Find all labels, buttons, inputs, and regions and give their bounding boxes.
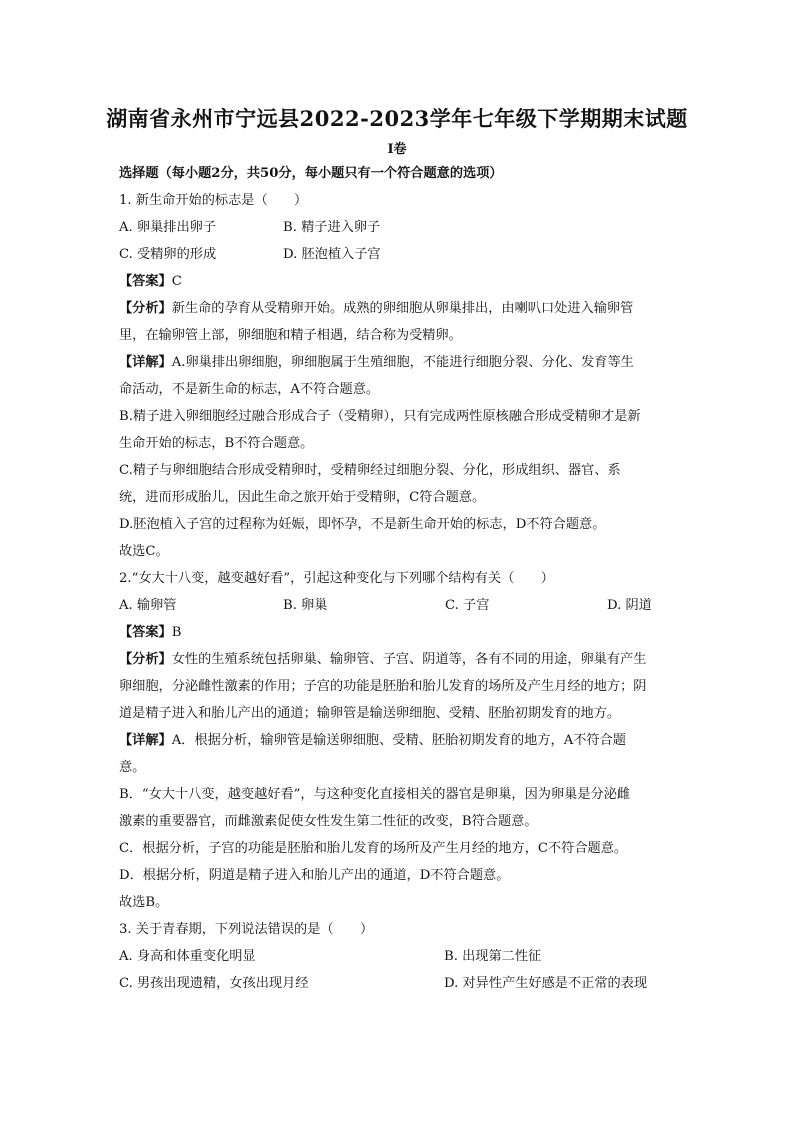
question-1 bbox=[119, 187, 679, 565]
option-c: C. 男孩出现遗精，女孩出现月经 bbox=[119, 976, 309, 991]
detail-line bbox=[119, 727, 679, 754]
analysis-line bbox=[119, 295, 679, 322]
option-a: A. 卵巢排出卵子 bbox=[119, 220, 217, 235]
detail-text: D.胚泡植入子宫的过程称为妊娠，即怀孕，不是新生命开始的标志，D不符合题意。 bbox=[119, 517, 606, 532]
question-3 bbox=[119, 916, 679, 997]
analysis-text: 卵细胞，分泌雌性激素的作用；子宫的功能是胚胎和胎儿发育的场所及产生月经的地方；阴 bbox=[119, 679, 647, 694]
conclusion-text: 故选C。 bbox=[119, 544, 169, 559]
answer-value: C bbox=[171, 274, 182, 289]
option-b: B. 精子进入卵子 bbox=[283, 220, 381, 235]
option-a: A. 输卵管 bbox=[119, 598, 177, 613]
document-content bbox=[119, 160, 679, 997]
option-b: B. 出现第二性征 bbox=[444, 949, 542, 964]
option-row bbox=[119, 214, 679, 241]
question-stem: 2.“女大十八变，越变越好看”，引起这种变化与下列哪个结构有关（ ） bbox=[119, 571, 554, 586]
option-row bbox=[119, 241, 679, 268]
answer-line bbox=[119, 619, 679, 646]
detail-line bbox=[119, 349, 679, 376]
option-b: B. 卵巢 bbox=[283, 598, 328, 613]
analysis-text: 道是精子进入和胎儿产出的通道；输卵管是输送卵细胞、受精、胚胎初期发育的地方。 bbox=[119, 706, 621, 721]
option-row bbox=[119, 943, 679, 970]
option-d: D. 阴道 bbox=[607, 598, 652, 613]
detail-text: D．根据分析，阴道是精子进入和胎儿产出的通道，D不符合题意。 bbox=[119, 868, 510, 883]
detail-text: A.卵巢排出卵细胞，卵细胞属于生殖细胞，不能进行细胞分裂、分化、发育等生 bbox=[171, 355, 634, 370]
option-row bbox=[119, 592, 679, 619]
answer-value: B bbox=[171, 625, 182, 640]
detail-tag: 【详解】 bbox=[119, 355, 172, 370]
detail-text: 生命开始的标志，B不符合题意。 bbox=[119, 436, 314, 451]
detail-text: 意。 bbox=[119, 760, 146, 775]
document-subtitle: I卷 bbox=[387, 142, 407, 157]
analysis-tag: 【分析】 bbox=[119, 652, 172, 667]
option-c: C. 受精卵的形成 bbox=[119, 247, 217, 262]
option-d: D. 胚泡植入子宫 bbox=[283, 247, 381, 262]
detail-text: B.精子进入卵细胞经过融合形成合子（受精卵），只有完成两性原核融合形成受精卵才是新 bbox=[119, 409, 641, 424]
detail-text: 激素的重要器官，而雌激素促使女性发生第二性征的改变，B符合题意。 bbox=[119, 814, 538, 829]
question-stem: 1. 新生命开始的标志是（ ） bbox=[119, 193, 308, 208]
detail-text: 命活动，不是新生命的标志，A不符合题意。 bbox=[119, 382, 380, 397]
question-stem: 3. 关于青春期，下列说法错误的是（ ） bbox=[119, 922, 374, 937]
detail-tag: 【详解】 bbox=[119, 733, 172, 748]
question-2 bbox=[119, 565, 679, 916]
answer-line bbox=[119, 268, 679, 295]
answer-tag: 【答案】 bbox=[119, 274, 172, 289]
detail-text: C．根据分析，子宫的功能是胚胎和胎儿发育的场所及产生月经的地方，C不符合题意。 bbox=[119, 841, 628, 856]
detail-text: 统，进而形成胎儿，因此生命之旅开始于受精卵，C符合题意。 bbox=[119, 490, 486, 505]
answer-tag: 【答案】 bbox=[119, 625, 172, 640]
option-row bbox=[119, 970, 679, 997]
option-a: A. 身高和体重变化明显 bbox=[119, 949, 256, 964]
option-d: D. 对异性产生好感是不正常的表现 bbox=[444, 976, 648, 991]
detail-text: C.精子与卵细胞结合形成受精卵时，受精卵经过细胞分裂、分化，形成组织、器官、系 bbox=[119, 463, 621, 478]
analysis-text: 女性的生殖系统包括卵巢、输卵管、子宫、阴道等，各有不同的用途，卵巢有产生 bbox=[171, 652, 647, 667]
option-c: C. 子宫 bbox=[445, 598, 490, 613]
analysis-text: 新生命的孕育从受精卵开始。成熟的卵细胞从卵巢排出，由喇叭口处进入输卵管 bbox=[171, 301, 634, 316]
detail-text: A．根据分析，输卵管是输送卵细胞、受精、胚胎初期发育的地方，A不符合题 bbox=[171, 733, 626, 748]
conclusion-text: 故选B。 bbox=[119, 895, 169, 910]
analysis-line bbox=[119, 646, 679, 673]
section-header: 选择题（每小题2分，共50分，每小题只有一个符合题意的选项） bbox=[119, 166, 503, 181]
analysis-tag: 【分析】 bbox=[119, 301, 172, 316]
detail-text: B．“女大十八变，越变越好看”，与这种变化直接相关的器官是卵巢，因为卵巢是分泌雌 bbox=[119, 787, 631, 802]
analysis-text: 里，在输卵管上部，卵细胞和精子相遇，结合称为受精卵。 bbox=[119, 328, 462, 343]
document-title: 湖南省永州市宁远县2022-2023学年七年级下学期期末试题 bbox=[106, 106, 688, 131]
